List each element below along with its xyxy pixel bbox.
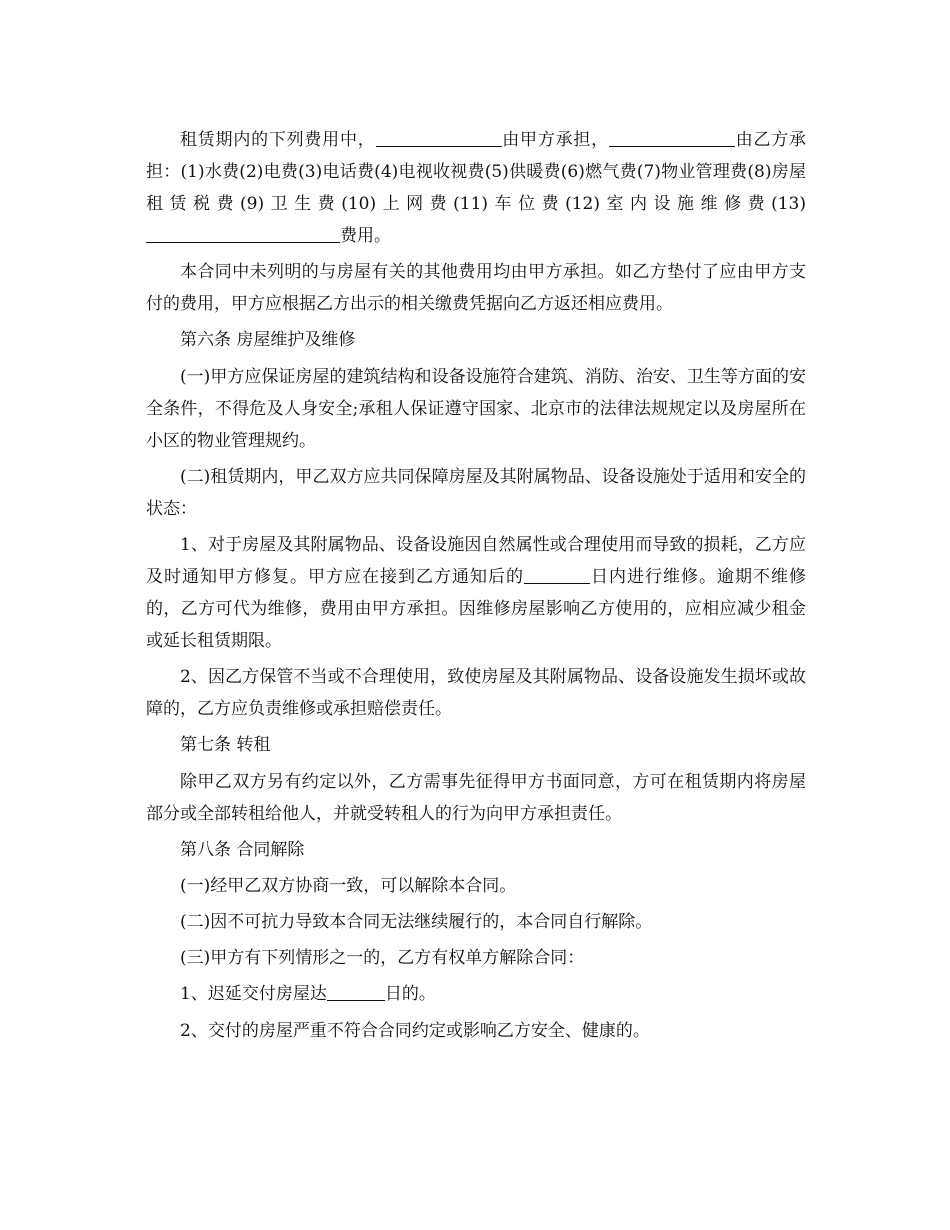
article-7-heading — [146, 729, 806, 761]
text-run: 第七条 转租 — [180, 735, 271, 756]
fill-in-blank — [146, 224, 340, 243]
text-run: 第六条 房屋维护及维修 — [180, 330, 356, 351]
article-7-body — [146, 766, 806, 830]
fill-in-blank — [376, 128, 502, 147]
fill-in-blank — [609, 128, 735, 147]
text-run: (二)租赁期内，甲乙双方应共同保障房屋及其附属物品、设备设施处于适用和安全的状态： — [146, 466, 806, 519]
text-run: 2、交付的房屋严重不符合合同约定或影响乙方安全、健康的。 — [180, 1020, 650, 1041]
article-8-clause-1 — [146, 870, 806, 902]
article-6-item-1 — [146, 529, 806, 657]
fill-in-blank — [524, 565, 590, 584]
article-6-clause-1 — [146, 361, 806, 457]
fill-in-blank — [327, 982, 385, 1001]
text-run: 费用。 — [340, 226, 391, 246]
article-8-clause-3 — [146, 942, 806, 974]
text-run: 由甲方承担， — [501, 130, 609, 150]
text-run: (二)因不可抗力导致本合同无法继续履行的，本合同自行解除。 — [180, 912, 653, 933]
text-run: 本合同中未列明的与房屋有关的其他费用均由甲方承担。如乙方垫付了应由甲方支付的费用，甲方应根据乙方出示的相关缴费凭据向乙方返还相应费用。 — [146, 262, 806, 315]
fee-allocation-paragraph — [146, 124, 806, 252]
article-8-item-2 — [146, 1015, 806, 1047]
text-run: 日的。 — [384, 984, 436, 1005]
text-run: 除甲乙双方另有约定以外，乙方需事先征得甲方书面同意，方可在租赁期内将房屋部分或全部转租给他人，并就受转租人的行为向甲方承担责任。 — [146, 771, 806, 824]
text-run: 租赁期内的下列费用中， — [180, 130, 376, 150]
article-8-item-1 — [146, 978, 806, 1010]
article-8-clause-2 — [146, 906, 806, 938]
text-run: (一)甲方应保证房屋的建筑结构和设备设施符合建筑、消防、治安、卫生等方面的安全条件，不得危及人身安全;承租人保证遵守国家、北京市的法律法规规定以及房屋所在小区的物业管理规约。 — [146, 366, 806, 451]
text-run: 第八条 合同解除 — [180, 839, 305, 860]
text-run: 1、迟延交付房屋达 — [180, 984, 327, 1005]
article-8-heading — [146, 834, 806, 866]
text-run: 1、对于房屋及其附属物品、设备设施因自然属性或合理使用而导致的损耗，乙方应及时通知甲方修复。甲方应在接到乙方通知后的 — [146, 534, 806, 587]
other-fees-paragraph — [146, 256, 806, 320]
text-run: (三)甲方有下列情形之一的，乙方有权单方解除合同： — [180, 948, 585, 969]
text-run: 日内进行维修。逾期不维修的，乙方可代为维修，费用由甲方承担。因维修房屋影响乙方使用的，应相应减少租金或延长租赁期限。 — [146, 566, 806, 651]
article-6-heading — [146, 324, 806, 356]
text-run: (一)经甲乙双方协商一致，可以解除本合同。 — [180, 875, 517, 896]
article-6-clause-2 — [146, 461, 806, 525]
text-run: 2、因乙方保管不当或不合理使用，致使房屋及其附属物品、设备设施发生损坏或故障的，乙方应负责维修或承担赔偿责任。 — [146, 667, 806, 720]
document-body — [146, 124, 806, 1051]
article-6-item-2 — [146, 661, 806, 725]
text-run: 由乙方承担：(1)水费(2)电费(3)电话费(4)电视收视费(5)供暖费(6)燃气费(7)物业管理费(8)房屋租赁税费(9)卫生费(10)上网费(11)车位费(12)室内设施维修费(13) — [146, 130, 807, 214]
